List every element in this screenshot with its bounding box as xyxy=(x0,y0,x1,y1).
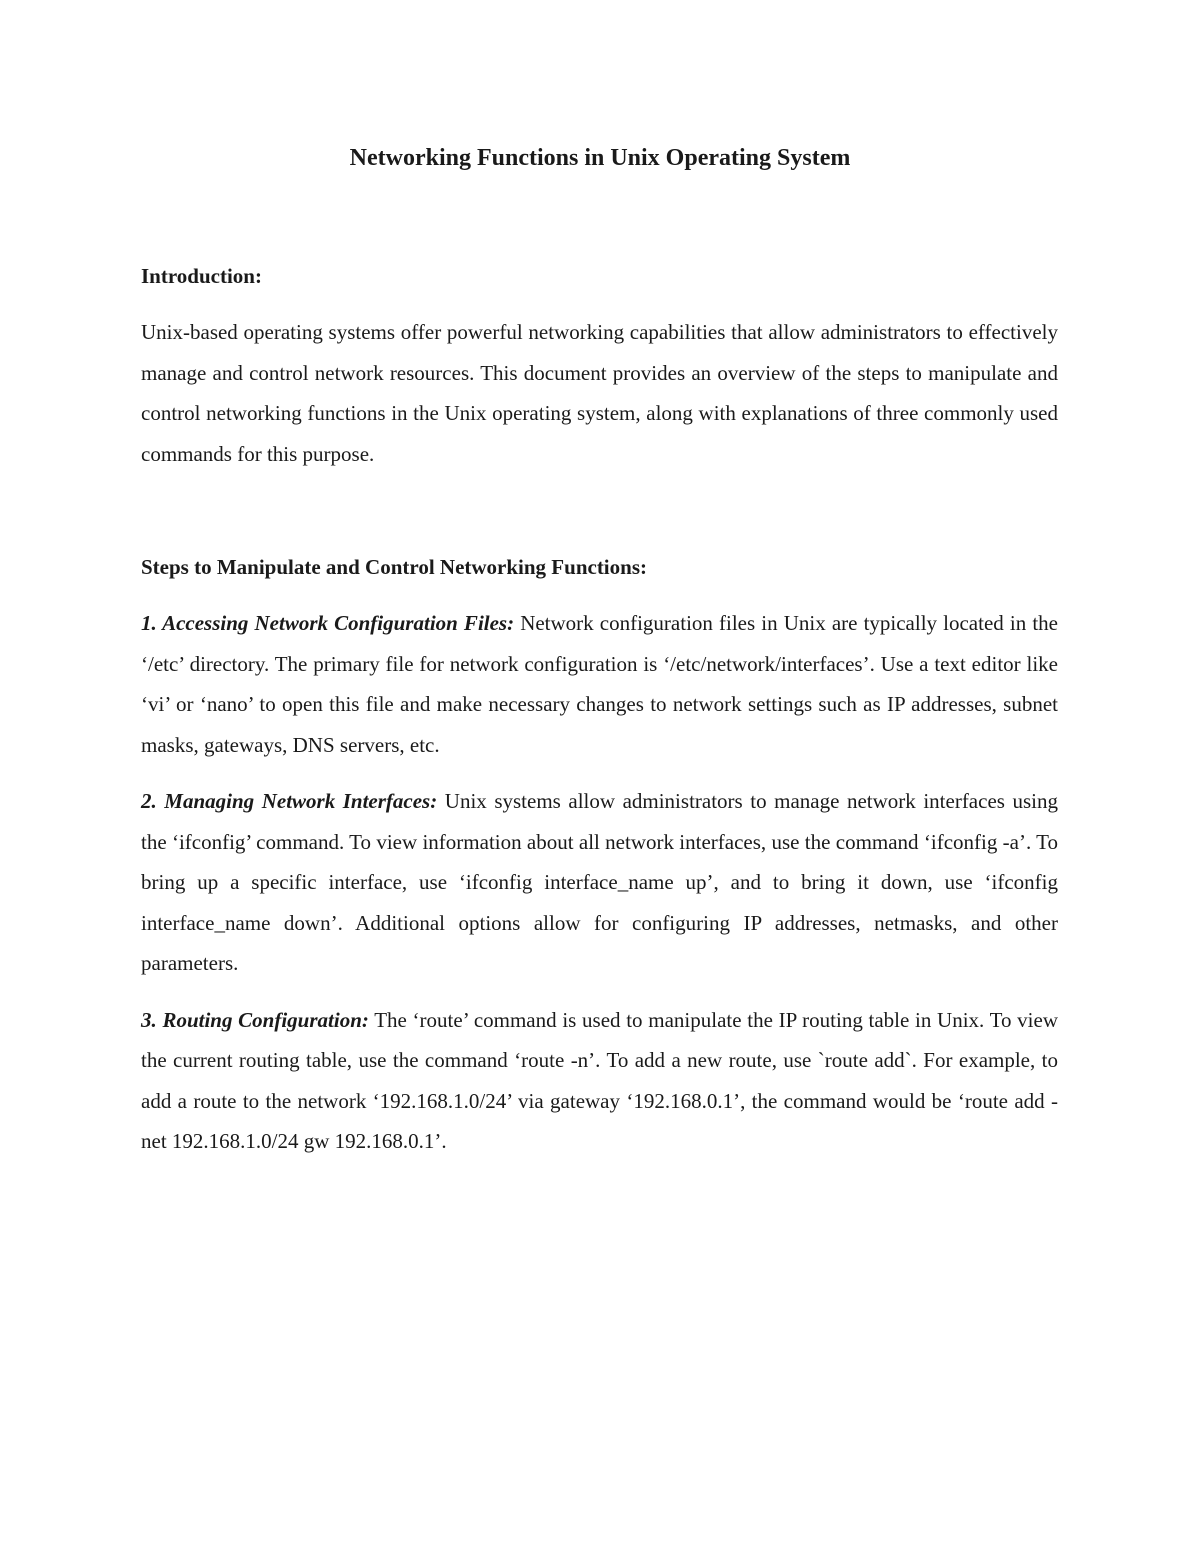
step-text-2: Unix systems allow administrators to manage network interfaces using the ‘ifconfig’ command. To view information about all network interfaces, use the command ‘ifconfig -a’. To bring up a specific interface, use ‘ifconfig interface_name up’, and to bring it down, use ‘ifconfig interface_name down’. Additional options allow for configuring IP addresses, netmasks, and other parameters. xyxy=(141,789,1058,975)
introduction-paragraph: Unix-based operating systems offer powerful networking capabilities that allow administrators to effectively manage and control network resources. This document provides an overview of the steps to manipulate and control networking functions in the Unix operating system, along with explanations of three commonly used commands for this purpose. xyxy=(141,320,1058,466)
document-body xyxy=(141,258,1058,1178)
steps-heading: Steps to Manipulate and Control Networking Functions: xyxy=(141,555,647,579)
document-title: Networking Functions in Unix Operating System xyxy=(349,145,851,171)
step-text-3: The ‘route’ command is used to manipulate the IP routing table in Unix. To view the current routing table, use the command ‘route -n’. To add a new route, use `route add`. For example, to add a route to the network ‘192.168.1.0/24’ via gateway ‘192.168.0.1’, the command would be ‘route add -net 192.168.1.0/24 gw 192.168.0.1’. xyxy=(141,1007,1058,1153)
step-label-2: 2. Managing Network Interfaces: xyxy=(141,789,438,813)
step-text-1: Network configuration files in Unix are typically located in the ‘/etc’ directory. The primary file for network configuration is ‘/etc/network/interfaces’. Use a text editor like ‘vi’ or ‘nano’ to open this file and make necessary changes to network settings such as IP addresses, subnet masks, gateways, DNS servers, etc. xyxy=(141,611,1058,757)
introduction-heading: Introduction: xyxy=(141,264,262,288)
step-paragraph-3 xyxy=(141,1000,1058,1162)
step-label-1: 1. Accessing Network Configuration Files: xyxy=(141,611,515,635)
step-label-3: 3. Routing Configuration: xyxy=(141,1007,369,1032)
step-paragraph-1 xyxy=(141,603,1058,765)
step-paragraph-2 xyxy=(141,781,1058,984)
